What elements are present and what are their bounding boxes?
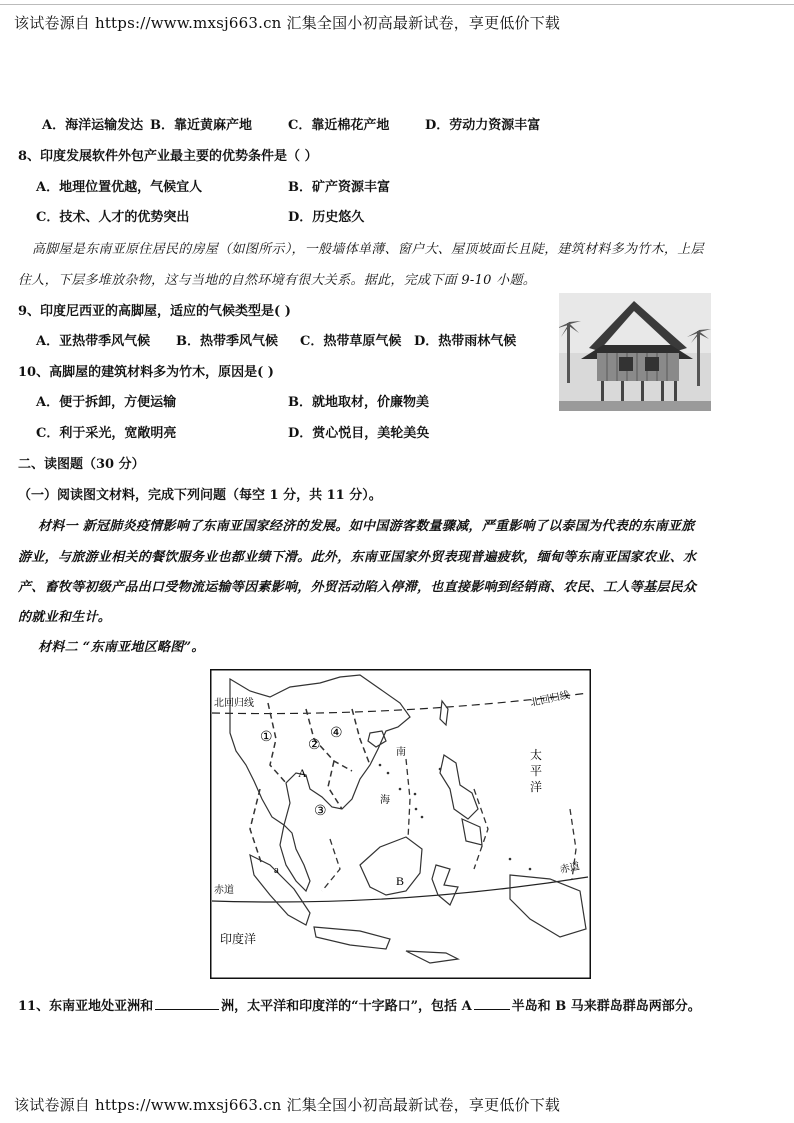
q8-option-a: A．地理位置优越，气候宜人 xyxy=(36,180,203,195)
map-label-south-sea-1: 南 xyxy=(396,747,406,758)
q7-option-a: A．海洋运输发达 xyxy=(42,118,144,133)
q10-option-b: B．就地取材，价廉物美 xyxy=(288,395,429,410)
page-header-watermark: 该试卷源自 https://www.mxsj663.cn 汇集全国小初高最新试卷，享更低价下载 xyxy=(14,14,561,32)
q7-option-d: D．劳动力资源丰富 xyxy=(425,118,541,133)
map-label-islands-b: B xyxy=(396,874,405,888)
q10-option-c: C．利于采光，宽敞明亮 xyxy=(36,426,177,441)
q11-blank-1[interactable] xyxy=(155,1009,219,1010)
material-1-line-3: 产、畜牧等初级产品出口受物流运输等因素影响，外贸活动陷入停滞，也直接影响到经销商、农民、工人等基层民众 xyxy=(18,580,697,595)
map-label-pacific-2: 平 xyxy=(530,764,543,778)
map-marker-2: ② xyxy=(308,738,321,753)
map-marker-4: ④ xyxy=(330,726,343,741)
q10-stem: 10、高脚屋的建筑材料多为竹木，原因是( ) xyxy=(18,365,274,380)
passage-line-2: 住人，下层多堆放杂物，这与当地的自然环境有很大关系。据此，完成下面 9-10 小题。 xyxy=(18,273,537,288)
q9-option-b: B．热带季风气候 xyxy=(176,334,278,349)
q8-option-c: C．技术、人才的优势突出 xyxy=(36,210,190,225)
q9-option-c: C．热带草原气候 xyxy=(300,334,402,349)
material-2-caption: 材料二 “东南亚地区略图”。 xyxy=(38,640,205,655)
header-rule xyxy=(0,4,794,5)
map-label-equator-left: 赤道 xyxy=(214,885,234,896)
q9-option-a: A．亚热带季风气候 xyxy=(36,334,151,349)
q8-stem: 8、印度发展软件外包产业最主要的优势条件是（ ） xyxy=(18,149,318,164)
southeast-asia-map xyxy=(210,669,591,979)
map-label-tropic-right: 北回归线 xyxy=(529,689,571,710)
q10-option-a: A．便于拆卸，方便运输 xyxy=(36,395,177,410)
section-2-title: 二、读图题（30 分） xyxy=(18,457,145,472)
map-label-equator-right: 赤道 xyxy=(558,861,581,876)
map-label-south-sea-2: 海 xyxy=(380,795,390,806)
map-label-pacific-3: 洋 xyxy=(530,780,543,794)
map-marker-1: ① xyxy=(260,730,273,745)
material-1-line-1: 材料一 新冠肺炎疫情影响了东南亚国家经济的发展。如中国游客数量骤减，严重影响了以泰国为代表的东南亚旅 xyxy=(38,519,695,534)
material-1-line-4: 的就业和生计。 xyxy=(18,610,112,625)
q11-part-2: 洲，太平洋和印度洋的“十字路口”，包括 A xyxy=(221,999,472,1014)
passage-line-1: 高脚屋是东南亚原住居民的房屋（如图所示），一般墙体单薄、窗户大、屋顶坡面长且陡，建筑材料多为竹木，上层 xyxy=(32,242,704,257)
section-2-subtitle: （一）阅读图文材料，完成下列问题（每空 1 分，共 11 分）。 xyxy=(18,488,382,503)
material-1-line-2: 游业，与旅游业相关的餐饮服务业也都业绩下滑。此外，东南亚国家外贸表现普遍疲软，缅甸等东南亚国家农业、水 xyxy=(18,550,697,565)
map-label-tropic-left: 北回归线 xyxy=(214,698,254,709)
q10-option-d: D．赏心悦目，美轮美奂 xyxy=(288,426,430,441)
map-label-strait-a: a xyxy=(274,864,279,876)
q8-option-d: D．历史悠久 xyxy=(288,210,365,225)
stilt-house-photo xyxy=(559,293,711,411)
q11-stem xyxy=(18,995,701,1014)
map-marker-3: ③ xyxy=(314,804,327,819)
q11-part-3: 半岛和 B 马来群岛群岛两部分。 xyxy=(511,999,701,1014)
map-label-pacific-1: 太 xyxy=(530,748,543,762)
q11-part-1: 11、东南亚地处亚洲和 xyxy=(18,999,154,1014)
q7-option-c: C．靠近棉花产地 xyxy=(288,118,390,133)
q11-blank-2[interactable] xyxy=(474,1009,510,1010)
q8-option-b: B．矿产资源丰富 xyxy=(288,180,390,195)
q7-option-b: B．靠近黄麻产地 xyxy=(150,118,252,133)
map-label-peninsula-a: A xyxy=(298,766,307,780)
page-footer-watermark: 该试卷源自 https://www.mxsj663.cn 汇集全国小初高最新试卷，享更低价下载 xyxy=(14,1096,561,1114)
map-label-indian-ocean: 印度洋 xyxy=(220,932,257,946)
q9-option-d: D．热带雨林气候 xyxy=(414,334,517,349)
q9-stem: 9、印度尼西亚的高脚屋，适应的气候类型是( ) xyxy=(18,304,291,319)
